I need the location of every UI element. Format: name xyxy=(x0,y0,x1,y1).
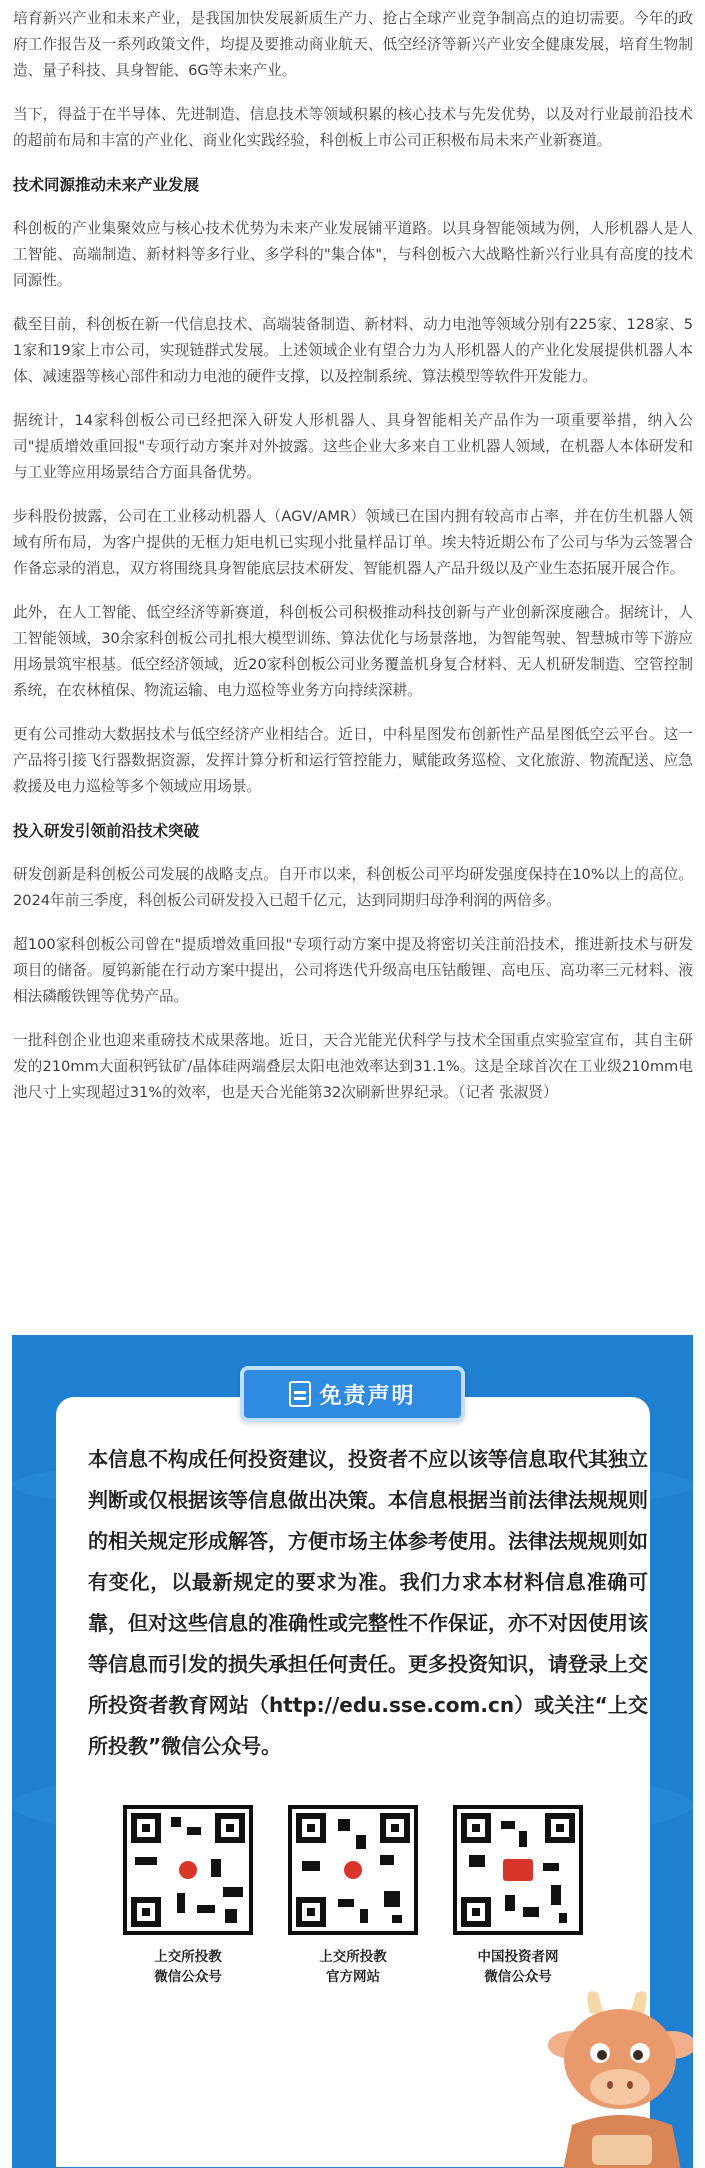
qr-module xyxy=(523,1907,539,1917)
qr-module xyxy=(543,1863,559,1871)
qr-module xyxy=(223,1887,243,1897)
qr-finder xyxy=(296,1813,326,1843)
cow-mascot-icon xyxy=(532,1975,693,2168)
section-title: 投入研发引领前沿技术突破 xyxy=(13,822,200,840)
article-paragraph: 据统计，14家科创板公司已经把深入研发人形机器人、具身智能相关产品作为一项重要举措，纳入公司"提质增效重回报"专项行动方案并对外披露。这些企业大多来自工业机器人领域，在机器人本体研发和与工业等应用场景结合方面具备优势。 xyxy=(13,412,693,481)
qr-label-line: 上交所投教 xyxy=(319,1949,387,1965)
qr-module xyxy=(338,1899,354,1907)
qr-module xyxy=(356,1835,366,1849)
article-paragraph: 培育新兴产业和未来产业，是我国加快发展新质生产力、抢占全球产业竞争制高点的迫切需要。今年的政府工作报告及一系列政策文件，均提及要推动商业航天、低空经济等新兴产业安全健康发展，培育生物制造、量子科技、具身智能、6G等未来产业。 xyxy=(13,10,693,79)
qr-module xyxy=(501,1821,515,1829)
qr-code[interactable] xyxy=(288,1805,418,1935)
qr-module xyxy=(135,1857,157,1865)
qr-module xyxy=(505,1895,515,1911)
qr-logo-icon xyxy=(175,1857,201,1883)
mascot-nostril xyxy=(627,2081,633,2089)
qr-label xyxy=(154,1947,222,1987)
mascot-sign xyxy=(592,2135,652,2165)
article-paragraph: 一批科创企业也迎来重磅技术成果落地。近日，天合光能光伏科学与技术全国重点实验室宣布，其自主研发的210mm大面积钙钛矿/晶体硅两端叠层太阳电池效率达到31.1%。这是全球首次在工业级210mm电池尺寸上实现超过31%的效率，也是天合光能第32次刷新世界纪录。（记者 张淑贤） xyxy=(13,1032,693,1101)
qr-label-line: 微信公众号 xyxy=(154,1969,222,1985)
qr-module xyxy=(551,1885,561,1905)
qr-finder xyxy=(296,1897,326,1927)
qr-label-line: 中国投资者网 xyxy=(477,1949,559,1965)
qr-module xyxy=(392,1915,402,1923)
qr-finder xyxy=(461,1813,491,1843)
qr-finder xyxy=(131,1813,161,1843)
article-paragraph: 步科股份披露，公司在工业移动机器人（AGV/AMR）领域已在国内拥有较高市占率，并在仿生机器人领域有所布局，为客户提供的无框力矩电机已实现小批量样品订单。埃夫特近期公布了公司与华为云签署合作备忘录的消息，双方将围绕具身智能底层技术研发、智能机器人产品升级以及产业生态拓展开展合作。 xyxy=(13,508,693,577)
qr-label-line: 官方网站 xyxy=(326,1969,380,1985)
qr-module xyxy=(469,1855,485,1867)
qr-item xyxy=(283,1805,423,1987)
qr-finder xyxy=(461,1897,491,1927)
mascot-pupil xyxy=(597,2050,607,2060)
qr-finder xyxy=(131,1897,161,1927)
qr-label xyxy=(319,1947,387,1987)
qr-code[interactable] xyxy=(123,1805,253,1935)
article-paragraph: 当下，得益于在半导体、先进制造、信息技术等领域积累的核心技术与先发优势，以及对行业最前沿技术的超前布局和丰富的产业化、商业化实践经验，科创板上市公司正积极布局未来产业新赛道。 xyxy=(13,106,693,149)
qr-module xyxy=(338,1819,350,1831)
qr-logo-icon xyxy=(503,1859,533,1881)
mascot-muzzle xyxy=(590,2069,650,2105)
qr-finder xyxy=(215,1813,245,1843)
mascot-nostril xyxy=(607,2081,613,2089)
disclaimer-banner xyxy=(240,1366,465,1422)
disclaimer-panel xyxy=(12,1335,693,2168)
qr-finder xyxy=(545,1813,575,1843)
qr-label-line: 微信公众号 xyxy=(484,1969,552,1985)
article-paragraph: 研发创新是科创板公司发展的战略支点。自开市以来，科创板公司平均研发强度保持在10%以上的高位。2024年前三季度，科创板公司研发投入已超千亿元，达到同期归母净利润的两倍多。 xyxy=(13,866,693,909)
qr-module xyxy=(171,1817,181,1827)
qr-module xyxy=(225,1909,237,1923)
mascot-horn xyxy=(587,1991,604,2015)
article-body xyxy=(13,6,693,1124)
article-paragraph: 超100家科创板公司曾在"提质增效重回报"专项行动方案中提及将密切关注前沿技术，推进新技术与研发项目的储备。厦钨新能在行动方案中提出，公司将迭代升级高电压钴酸锂、高电压、高功率三元材料、液相法磷酸铁锂等优势产品。 xyxy=(13,936,693,1005)
qr-logo-icon xyxy=(340,1857,366,1883)
qr-code[interactable] xyxy=(453,1805,583,1935)
qr-module xyxy=(197,1905,215,1913)
section-title: 技术同源推动未来产业发展 xyxy=(13,176,200,194)
qr-module xyxy=(559,1913,567,1923)
qr-module xyxy=(177,1893,185,1913)
qr-module xyxy=(384,1891,400,1907)
document-icon xyxy=(289,1381,311,1407)
article-paragraph: 科创板的产业集聚效应与核心技术优势为未来产业发展铺平道路。以具身智能领域为例，人形机器人是人工智能、高端制造、新材料等多行业、多学科的"集合体"，与科创板六大战略性新兴行业具有高度的技术同源性。 xyxy=(13,220,693,289)
disclaimer-text: 本信息不构成任何投资建议，投资者不应以该等信息取代其独立判断或仅根据该等信息做出决策。本信息根据当前法律法规规则的相关规定形成解答，方便市场主体参考使用。法律法规规则如有变化，以最新规定的要求为准。我们力求本材料信息准确可靠，但对这些信息的准确性或完整性不作保证，亦不对因使用该等信息而引发的损失承担任何责任。更多投资知识，请登录上交所投资者教育网站（http://edu.sse.com.cn）或关注“上交所投教”微信公众号。 xyxy=(88,1447,648,1758)
qr-module xyxy=(302,1861,320,1871)
article-paragraph: 截至目前，科创板在新一代信息技术、高端装备制造、新材料、动力电池等领域分别有225家、128家、51家和19家上市公司，实现链群式发展。上述领域企业有望合力为人形机器人的产业化发展提供机器人本体、减速器等核心部件和动力电池的硬件支撑，以及控制系统、算法模型等软件开发能力。 xyxy=(13,316,693,385)
disclaimer-title: 免责声明 xyxy=(319,1383,416,1409)
qr-finder xyxy=(380,1813,410,1843)
qr-code-row xyxy=(118,1805,588,1987)
qr-module xyxy=(211,1859,221,1877)
article-paragraph: 更有公司推动大数据技术与低空经济产业相结合。近日，中科星图发布创新性产品星图低空云平台。这一产品将引接飞行器数据资源，发挥计算分析和运行管控能力，赋能政务巡检、文化旅游、物流配送、应急救援及电力巡检等多个领域应用场景。 xyxy=(13,726,693,795)
qr-item xyxy=(118,1805,258,1987)
qr-module xyxy=(187,1827,201,1835)
qr-label-line: 上交所投教 xyxy=(154,1949,222,1965)
qr-module xyxy=(380,1855,394,1865)
qr-module xyxy=(360,1909,368,1923)
mascot-pupil xyxy=(633,2050,643,2060)
qr-module xyxy=(519,1831,527,1847)
article-paragraph: 此外，在人工智能、低空经济等新赛道，科创板公司积极推动科技创新与产业创新深度融合。据统计，人工智能领域，30余家科创板公司扎根大模型训练、算法优化与场景落地，为智能驾驶、智慧城市等下游应用场景筑牢根基。低空经济领域，近20家科创板公司业务覆盖机身复合材料、无人机研发制造、空管控制系统，在农林植保、物流运输、电力巡检等业务方向持续深耕。 xyxy=(13,604,693,699)
qr-item xyxy=(448,1805,588,1987)
